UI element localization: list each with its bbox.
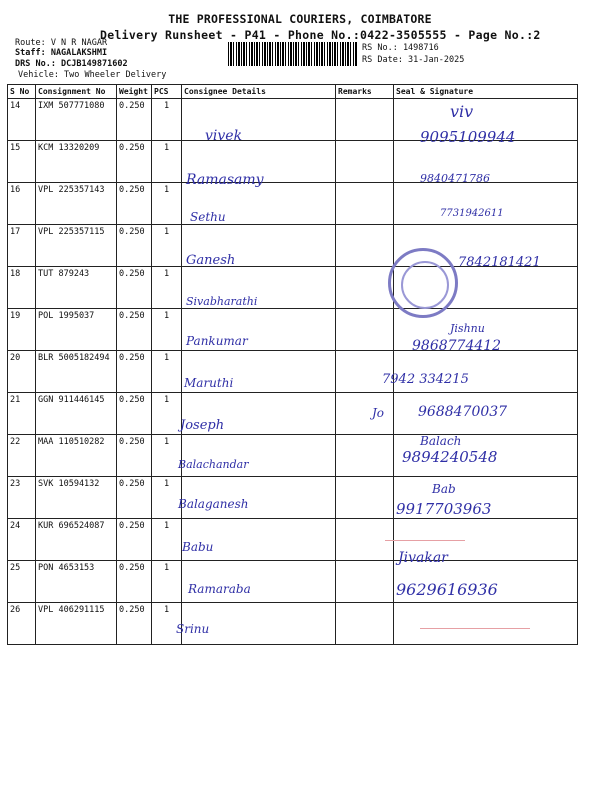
- col-sno: S No: [8, 85, 36, 99]
- row-pcs: 1: [152, 351, 182, 393]
- handwritten-signature: Balach: [420, 434, 462, 448]
- row-consignment-no: KUR 696524087: [36, 519, 117, 561]
- row-sno: 20: [8, 351, 36, 393]
- row-consignment-no: VPL 406291115: [36, 603, 117, 645]
- row-sno: 16: [8, 183, 36, 225]
- handwritten-signature: Jo: [372, 406, 385, 420]
- row-sno: 23: [8, 477, 36, 519]
- handwritten-name: Babu: [182, 540, 214, 554]
- handwritten-signature: 7731942611: [440, 208, 504, 219]
- row-pcs: 1: [152, 603, 182, 645]
- col-seal-signature: Seal & Signature: [394, 85, 578, 99]
- handwritten-name: Srinu: [176, 622, 210, 636]
- handwritten-name: Sivabharathi: [186, 295, 258, 308]
- row-remarks: [336, 141, 394, 183]
- row-sno: 25: [8, 561, 36, 603]
- row-weight: 0.250: [117, 351, 152, 393]
- row-sno: 22: [8, 435, 36, 477]
- row-remarks: [336, 183, 394, 225]
- handwritten-name: Pankumar: [186, 334, 248, 348]
- handwritten-name: Balachandar: [178, 458, 249, 471]
- row-pcs: 1: [152, 225, 182, 267]
- row-weight: 0.250: [117, 393, 152, 435]
- row-consignment-no: VPL 225357115: [36, 225, 117, 267]
- row-sno: 21: [8, 393, 36, 435]
- barcode: [228, 42, 358, 66]
- col-weight: Weight: [117, 85, 152, 99]
- table-row: [8, 519, 578, 561]
- handwritten-signature: 9917703963: [396, 500, 492, 518]
- row-pcs: 1: [152, 309, 182, 351]
- faint-stamp-mark: [385, 540, 465, 541]
- runsheet-title: Delivery Runsheet - P41 - Phone No.:0422-3505555 - Page No.:2: [100, 28, 541, 42]
- row-consignment-no: TUT 879243: [36, 267, 117, 309]
- row-pcs: 1: [152, 141, 182, 183]
- row-weight: 0.250: [117, 561, 152, 603]
- handwritten-name: Joseph: [180, 418, 225, 433]
- row-pcs: 1: [152, 393, 182, 435]
- table-header-row: [8, 85, 578, 99]
- col-remarks: Remarks: [336, 85, 394, 99]
- handwritten-name: Balaganesh: [178, 497, 249, 511]
- seal-stamp: [388, 248, 458, 318]
- row-sno: 18: [8, 267, 36, 309]
- row-weight: 0.250: [117, 99, 152, 141]
- col-pcs: PCS: [152, 85, 182, 99]
- row-pcs: 1: [152, 267, 182, 309]
- row-remarks: [336, 99, 394, 141]
- row-consignment-no: VPL 225357143: [36, 183, 117, 225]
- row-remarks: [336, 477, 394, 519]
- col-consignee: Consignee Details: [182, 85, 336, 99]
- col-consignment: Consignment No: [36, 85, 117, 99]
- row-remarks: [336, 561, 394, 603]
- handwritten-signature: 7842181421: [458, 255, 541, 270]
- row-sno: 24: [8, 519, 36, 561]
- rs-number: RS No.: 1498716: [362, 43, 439, 53]
- row-consignment-no: GGN 911446145: [36, 393, 117, 435]
- row-weight: 0.250: [117, 309, 152, 351]
- handwritten-signature: 9688470037: [418, 404, 508, 420]
- handwritten-signature: Bab: [432, 482, 456, 496]
- handwritten-name: Maruthi: [184, 376, 234, 390]
- row-consignment-no: KCM 13320209: [36, 141, 117, 183]
- handwritten-signature: 9868774412: [412, 338, 502, 354]
- row-weight: 0.250: [117, 183, 152, 225]
- row-pcs: 1: [152, 519, 182, 561]
- row-consignment-no: POL 1995037: [36, 309, 117, 351]
- table-row: [8, 267, 578, 309]
- rs-date: RS Date: 31-Jan-2025: [362, 55, 465, 65]
- drs-number: DRS No.: DCJB149871602: [15, 59, 128, 69]
- table-row: [8, 477, 578, 519]
- row-sno: 15: [8, 141, 36, 183]
- row-weight: 0.250: [117, 603, 152, 645]
- handwritten-signature: Jishnu: [450, 322, 485, 335]
- row-sno: 26: [8, 603, 36, 645]
- row-sno: 17: [8, 225, 36, 267]
- runsheet-table: [7, 84, 578, 645]
- table-row: [8, 141, 578, 183]
- row-pcs: 1: [152, 561, 182, 603]
- row-remarks: [336, 603, 394, 645]
- vehicle-label: Vehicle: Two Wheeler Delivery: [18, 70, 167, 80]
- route-label: Route: V N R NAGAR: [15, 38, 108, 48]
- handwritten-signature: viv: [450, 102, 474, 121]
- row-weight: 0.250: [117, 225, 152, 267]
- row-weight: 0.250: [117, 435, 152, 477]
- handwritten-signature: Jivakar: [398, 550, 448, 566]
- row-sno: 19: [8, 309, 36, 351]
- handwritten-name: Ramasamy: [186, 172, 264, 188]
- handwritten-name: vivek: [205, 128, 243, 144]
- handwritten-signature: 7942 334215: [382, 372, 469, 387]
- row-pcs: 1: [152, 183, 182, 225]
- handwritten-name: Ramaraba: [188, 582, 251, 596]
- handwritten-signature: 9629616936: [396, 580, 498, 599]
- row-consignment-no: SVK 10594132: [36, 477, 117, 519]
- handwritten-signature: 9840471786: [420, 172, 490, 185]
- row-pcs: 1: [152, 99, 182, 141]
- row-pcs: 1: [152, 477, 182, 519]
- row-remarks: [336, 267, 394, 309]
- handwritten-signature: 9095109944: [420, 128, 516, 146]
- row-consignment-no: MAA 110510282: [36, 435, 117, 477]
- handwritten-name: Sethu: [190, 210, 226, 224]
- row-weight: 0.250: [117, 519, 152, 561]
- faint-stamp-mark: [470, 628, 530, 629]
- row-consignment-no: IXM 507771080: [36, 99, 117, 141]
- row-remarks: [336, 225, 394, 267]
- row-weight: 0.250: [117, 141, 152, 183]
- table-row: [8, 603, 578, 645]
- row-signature: [394, 603, 578, 645]
- row-remarks: [336, 393, 394, 435]
- row-consignment-no: BLR 5005182494: [36, 351, 117, 393]
- row-remarks: [336, 435, 394, 477]
- handwritten-name: Ganesh: [186, 253, 236, 268]
- handwritten-signature: 9894240548: [402, 448, 498, 466]
- row-weight: 0.250: [117, 267, 152, 309]
- table-row: [8, 351, 578, 393]
- row-sno: 14: [8, 99, 36, 141]
- row-consignment-no: PON 4653153: [36, 561, 117, 603]
- row-pcs: 1: [152, 435, 182, 477]
- row-remarks: [336, 309, 394, 351]
- staff-label: Staff: NAGALAKSHMI: [15, 48, 108, 58]
- company-title: THE PROFESSIONAL COURIERS, COIMBATORE: [168, 12, 432, 26]
- row-weight: 0.250: [117, 477, 152, 519]
